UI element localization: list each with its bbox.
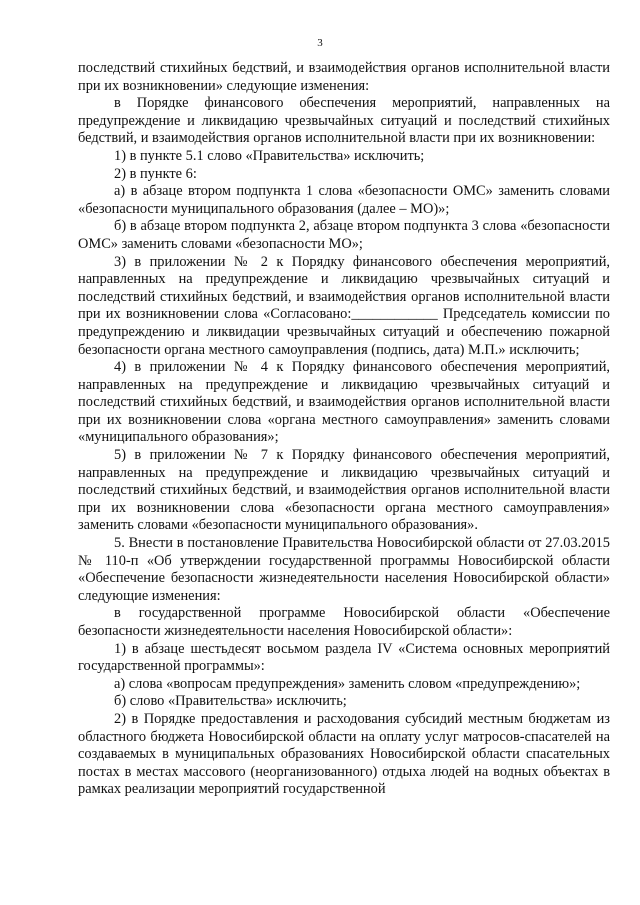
paragraph: в Порядке финансового обеспечения мероприятий, направленных на предупреждение и ликвидацию чрезвычайных ситуаций и последствий стихийных бедствий, и взаимодействия органов исполнительной власти при их возникновении: [78, 95, 610, 147]
paragraph: 1) в пункте 5.1 слово «Правительства» исключить; [114, 147, 425, 164]
paragraph: а) слова «вопросам предупреждения» заменить словом «предупреждению»; [114, 675, 581, 692]
paragraph: в государственной программе Новосибирской области «Обеспечение безопасности жизнедеятельности населения Новосибирской области»: [78, 605, 610, 639]
paragraph: 2) в Порядке предоставления и расходования субсидий местным бюджетам из областного бюджета Новосибирской области на оплату услуг матросов-спасателей на создаваемых в муниципальных образованиях Новосибирской области спасательных постах в местах массового (неорганизованного) отдыха людей на водных объектах в рамках реализации мероприятий государственной [78, 710, 610, 798]
paragraph: б) в абзаце втором подпункта 2, абзаце втором подпункта 3 слова «безопасности ОМС» заменить словами «безопасности МО»; [78, 218, 610, 252]
paragraph: 2) в пункте 6: [114, 165, 197, 182]
paragraph: б) слово «Правительства» исключить; [114, 693, 347, 710]
paragraph: 3) в приложении № 2 к Порядку финансового обеспечения мероприятий, направленных на предупреждение и ликвидацию чрезвычайных ситуаций и последствий стихийных бедствий, и взаимодействия органов исполнительной власти при их возникновении слова «Согласовано:____________ Председатель комиссии по предупреждению и ликвидации чрезвычайных ситуаций и обеспечению пожарной безопасности органа местного самоуправления (подпись, дата) М.П.» исключить; [78, 253, 610, 358]
paragraph: а) в абзаце втором подпункта 1 слова «безопасности ОМС» заменить словами «безопасности муниципального образования (далее – МО)»; [78, 183, 610, 217]
page-number: 3 [317, 37, 323, 49]
document-body [78, 60, 610, 799]
paragraph: 5. Внести в постановление Правительства Новосибирской области от 27.03.2015 № 110-п «Об утверждении государственной программы Новосибирской области «Обеспечение безопасности жизнедеятельности населения Новосибирской области» следующие изменения: [78, 535, 610, 604]
paragraph: 1) в абзаце шестьдесят восьмом раздела IV «Система основных мероприятий государственной программы»: [78, 640, 610, 675]
paragraph: последствий стихийных бедствий, и взаимодействия органов исполнительной власти при их возникновении» следующие изменения: [78, 60, 610, 94]
paragraph: 4) в приложении № 4 к Порядку финансового обеспечения мероприятий, направленных на предупреждение и ликвидацию чрезвычайных ситуаций и последствий стихийных бедствий, и взаимодействия органов исполнительной власти при их возникновении слова «органа местного самоуправления» заменить словами «муниципального образования»; [78, 359, 610, 446]
paragraph: 5) в приложении № 7 к Порядку финансового обеспечения мероприятий, направленных на предупреждение и ликвидацию чрезвычайных ситуаций и последствий стихийных бедствий, и взаимодействия органов исполнительной власти при их возникновении слова «безопасности органа местного самоуправления» заменить словами «безопасности муниципального образования». [78, 447, 610, 534]
